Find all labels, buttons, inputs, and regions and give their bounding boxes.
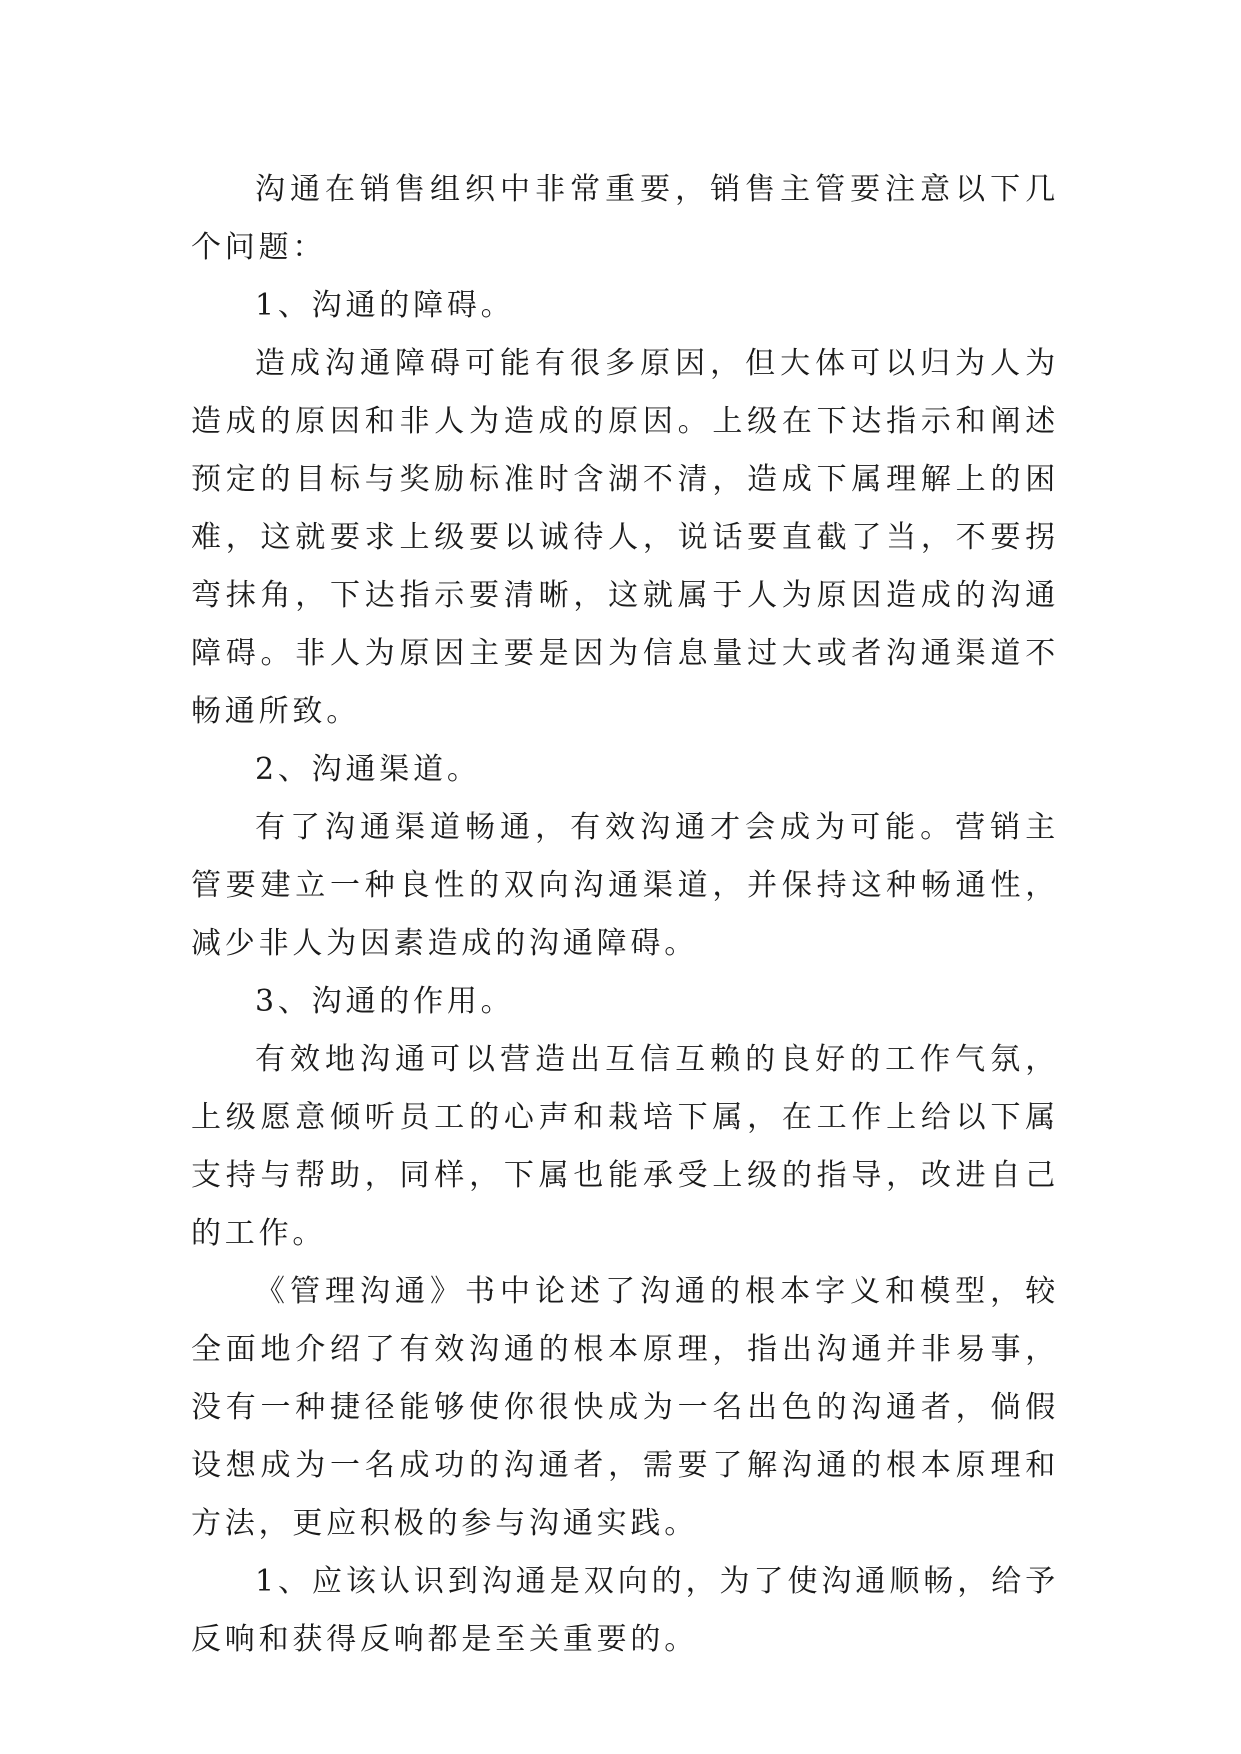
paragraph-channels: 有了沟通渠道畅通，有效沟通才会成为可能。营销主管要建立一种良性的双向沟通渠道，并保持这种畅通性，减少非人为因素造成的沟通障碍。: [191, 810, 1059, 961]
document-body: [191, 161, 1059, 1669]
heading-channels: 2、沟通渠道。: [255, 752, 481, 787]
paragraph-barriers: 造成沟通障碍可能有很多原因，但大体可以归为人为造成的原因和非人为造成的原因。上级在下达指示和阐述预定的目标与奖励标准时含湖不清，造成下属理解上的困难，这就要求上级要以诚待人，说话要直截了当，不要拐弯抹角，下达指示要清晰，这就属于人为原因造成的沟通障碍。非人为原因主要是因为信息量过大或者沟通渠道不畅通所致。: [191, 346, 1059, 729]
paragraph-two-way: 1、应该认识到沟通是双向的，为了使沟通顺畅，给予反响和获得反响都是至关重要的。: [191, 1564, 1059, 1657]
heading-role: 3、沟通的作用。: [255, 984, 515, 1019]
paragraph-book: 《管理沟通》书中论述了沟通的根本字义和模型，较全面地介绍了有效沟通的根本原理，指出沟通并非易事，没有一种捷径能够使你很快成为一名出色的沟通者，倘假设想成为一名成功的沟通者，需要了解沟通的根本原理和方法，更应积极的参与沟通实践。: [191, 1274, 1059, 1541]
paragraph-intro: 沟通在销售组织中非常重要，销售主管要注意以下几个问题：: [191, 172, 1059, 265]
heading-barriers: 1、沟通的障碍。: [255, 288, 515, 323]
paragraph-role: 有效地沟通可以营造出互信互赖的良好的工作气氛，上级愿意倾听员工的心声和栽培下属，在工作上给以下属支持与帮助，同样，下属也能承受上级的指导，改进自己的工作。: [191, 1042, 1059, 1251]
